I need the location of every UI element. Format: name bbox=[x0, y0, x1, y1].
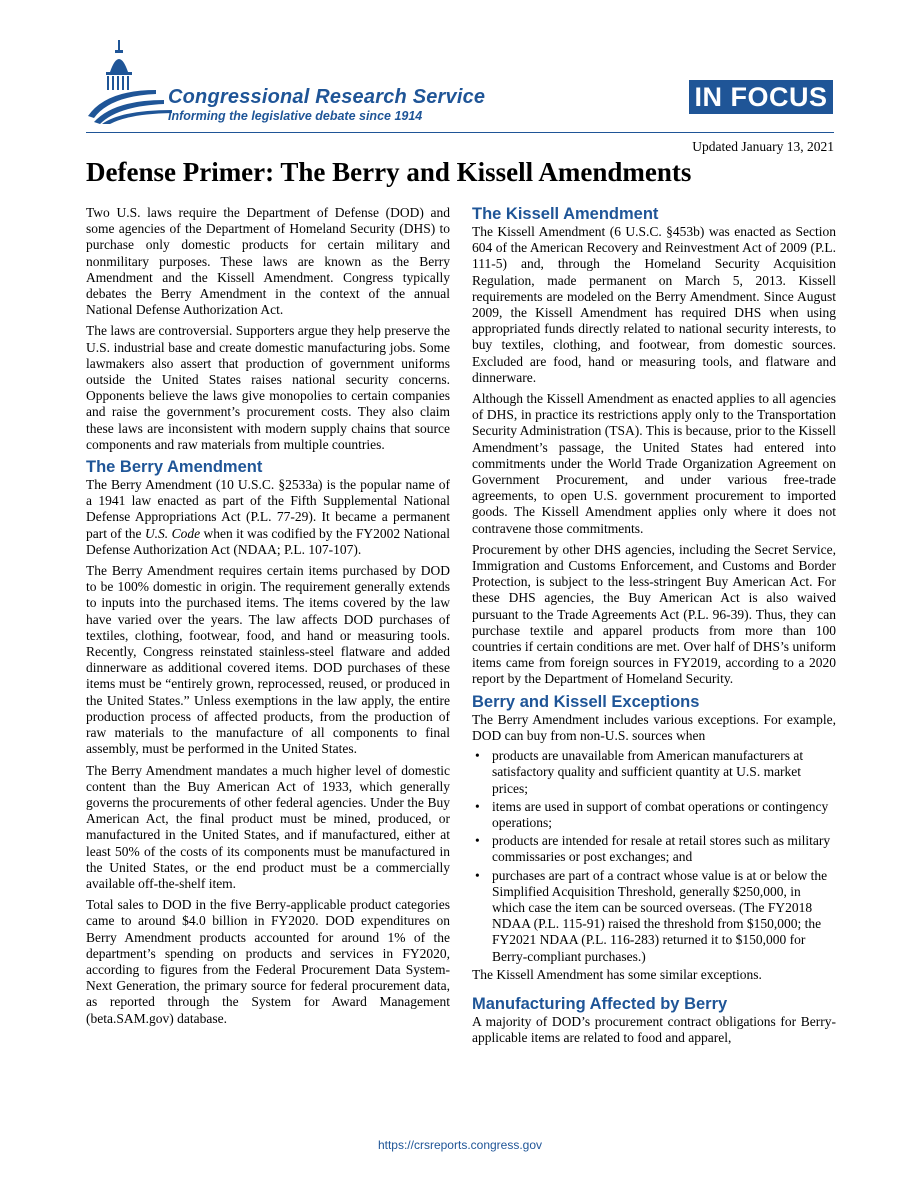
org-name: Congressional Research Service bbox=[168, 86, 486, 108]
bullet-icon: • bbox=[475, 798, 480, 814]
right-column bbox=[472, 205, 836, 1051]
bullet-icon: • bbox=[475, 748, 480, 764]
sales-paragraph: Total sales to DOD in the five Berry-applicable product categories came to around $4.0 billion in FY2020. DOD expenditures on Berry Amendment products accounted for around 1% of the department’s spending on products and services in FY2020, according to figures from the Federal Procurement Data System-Next Generation, the primary source for federal procurement data, as reported through the System for Award Management (beta.SAM.gov) database. bbox=[86, 897, 450, 1026]
kissell-heading: The Kissell Amendment bbox=[472, 205, 659, 223]
manufacturing-heading: Manufacturing Affected by Berry bbox=[472, 994, 728, 1013]
intro-paragraph: Two U.S. laws require the Department of Defense (DOD) and some agencies of the Department of Homeland Security (DHS) to purchase only domestic products for certain military and nonmilitary purposes. These laws are known as the Berry Amendment and the Kissell Amendment. Congress typically debates the Berry Amendment in the context of the annual National Defense Authorization Act. bbox=[86, 205, 450, 318]
berry-origin-text-a: The Berry Amendment (10 U.S.C. §2533a) is the popular name of a 1941 law enacted as part of the Fifth Supplemental National Defense Appropriations Act (P.L. 77-29). It became a permanent part of the bbox=[86, 477, 450, 541]
list-item bbox=[472, 748, 836, 797]
page-title: Defense Primer: The Berry and Kissell Amendments bbox=[86, 157, 692, 187]
org-tagline: Informing the legislative debate since 1914 bbox=[168, 109, 423, 123]
crs-logo-text bbox=[168, 86, 485, 124]
exceptions-list bbox=[472, 748, 836, 965]
updated-date: Updated January 13, 2021 bbox=[692, 139, 834, 154]
berry-requirements-paragraph: The Berry Amendment requires certain items purchased by DOD to be 100% domestic in origin. The requirement generally extends to inputs into the purchased items. The items covered by the law have varied over the years. The law affects DOD purchases of textiles, clothing, footwear, food, and hand or measuring tools. Recently, Congress reinstated stainless-steel flatware and added dinnerware as additional covered items. DOD purchases of these items must be “entirely grown, reprocessed, reused, or produced in the United States.” Unless exemptions in the law apply, the entire production process of affected products, from the production of raw materials to the manufacture of all components to final assembly, must be performed in the United States. bbox=[86, 563, 450, 757]
list-item bbox=[472, 833, 836, 865]
kissell-exceptions-paragraph: The Kissell Amendment has some similar exceptions. bbox=[472, 966, 762, 982]
manufacturing-paragraph: A majority of DOD’s procurement contract obligations for Berry-applicable items are related to food and apparel, bbox=[472, 1013, 836, 1046]
left-column bbox=[86, 205, 450, 1032]
list-item-text: purchases are part of a contract whose value is at or below the Simplified Acquisition Threshold, generally $250,000, in which case the item can be sourced overseas. (The FY2018 NDAA (P.L. 115-91) raised the threshold from $150,000; the FY2021 NDAA (P.L. 116-283) returned it to $150,000 for Berry-compliant purchases.) bbox=[492, 867, 828, 964]
berry-heading: The Berry Amendment bbox=[86, 458, 263, 477]
exceptions-intro-paragraph: The Berry Amendment includes various exceptions. For example, DOD can buy from non-U.S. sources when bbox=[472, 711, 836, 743]
capitol-dome-logo-icon bbox=[86, 38, 178, 124]
header-rule bbox=[86, 132, 834, 133]
list-item-text: products are intended for resale at retail stores such as military commissaries or post exchanges; and bbox=[492, 833, 831, 865]
list-item-text: products are unavailable from American manufacturers at satisfactory quality and sufficient quantity at U.S. market prices; bbox=[492, 748, 804, 796]
bullet-icon: • bbox=[475, 833, 480, 849]
controversy-paragraph: The laws are controversial. Supporters argue they help preserve the U.S. industrial base and create domestic manufacturing jobs. Some lawmakers also assert that production of government uniforms outside the United States raises national security concerns. Opponents believe the laws give monopolies to certain companies and raise the government’s procurement costs. They also claim these laws are inconsistent with modern supply chains that source components and raw materials from multiple countries. bbox=[86, 323, 450, 452]
kissell-scope-paragraph: Although the Kissell Amendment as enacted applies to all agencies of DHS, in practice its restrictions apply only to the Transportation Security Administration (TSA). This is because, prior to the Kissell Amendment’s passage, the United States had entered into commitments under the World Trade Organization Agreement on Government Procurement, and under various free-trade agreements, to open U.S. government procurement to imported goods. The Kissell Amendment applies only where it does not contravene those commitments. bbox=[472, 391, 836, 536]
in-focus-badge: IN FOCUS bbox=[689, 80, 833, 114]
list-item bbox=[472, 868, 836, 965]
bullet-icon: • bbox=[475, 867, 480, 883]
kissell-origin-paragraph: The Kissell Amendment (6 U.S.C. §453b) was enacted as Section 604 of the American Recovery and Reinvestment Act of 2009 (P.L. 111-5) and, through the Homeland Security Acquisition Regulation, made permanent on March 5, 2013. Kissell requirements are modeled on the Berry Amendment. Since August 2009, the Kissell Amendment has required DHS when using appropriated funds directly related to national security interests, to buy textiles, clothing, and footwear, from domestic sources. Excluded are food, hand or measuring tools, and flatware and dinnerware. bbox=[472, 224, 836, 385]
exceptions-heading: Berry and Kissell Exceptions bbox=[472, 692, 700, 711]
dhs-procurement-paragraph: Procurement by other DHS agencies, including the Secret Service, Immigration and Customs Enforcement, and Customs and Border Protection, is subject to the less-stringent Buy American Act. For these DHS agencies, the Buy American Act is also waived pursuant to the Trade Agreements Act (P.L. 96-39). Thus, they can purchase textile and apparel products from more than 100 countries if certain conditions are met. Over half of DHS’s uniform items came from foreign sources in FY2019, according to a 2020 report by the Department of Homeland Security. bbox=[472, 541, 836, 687]
buy-american-paragraph: The Berry Amendment mandates a much higher level of domestic content than the Buy American Act of 1933, which generally governs the procurements of other federal agencies. Under the Buy American Act, the final product must be mined, produced, or manufactured in the United States, and if manufactured, either at least 50% of the costs of its components must be manufactured in the United States, or the end product must be a commercially available off-the-shelf item. bbox=[86, 762, 450, 891]
berry-origin-text-b: when it was codified by the FY2002 National Defense Authorization Act (NDAA; P.L. 107-107). bbox=[86, 525, 450, 557]
berry-origin-paragraph bbox=[86, 477, 450, 558]
footer-url: https://crsreports.congress.gov bbox=[377, 1138, 543, 1152]
list-item bbox=[472, 799, 836, 831]
us-code-emphasis: U.S. Code bbox=[144, 525, 201, 541]
list-item-text: items are used in support of combat operations or contingency operations; bbox=[492, 798, 829, 830]
